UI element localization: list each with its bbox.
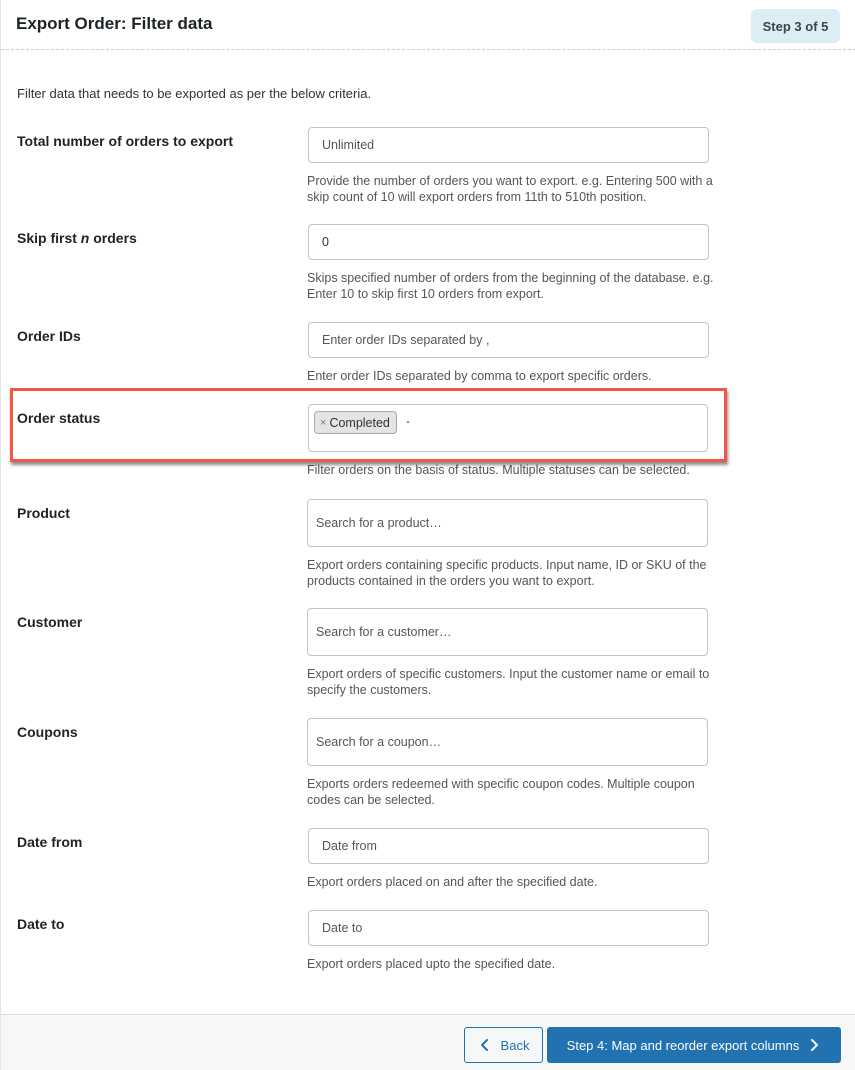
skip-label-var: n [80, 230, 90, 246]
page-title: Export Order: Filter data [16, 14, 213, 33]
date-to-label: Date to [17, 916, 65, 932]
status-chip-completed [314, 411, 397, 434]
product-help: Export orders containing specific products. Input name, ID or SKU of the products contained in the orders you want to export. [307, 558, 707, 588]
date-from-input[interactable]: Date from [308, 828, 709, 864]
skip-label-prefix: Skip first [17, 230, 81, 246]
total-orders-input[interactable]: Unlimited [308, 127, 709, 163]
coupons-label: Coupons [17, 724, 78, 740]
remove-chip-icon[interactable]: × [320, 416, 327, 429]
skip-orders-label [17, 230, 137, 246]
customer-search-input[interactable]: Search for a customer… [307, 608, 708, 656]
status-chip-label: Completed [329, 415, 390, 430]
order-ids-input[interactable]: Enter order IDs separated by , [308, 322, 709, 358]
date-from-label: Date from [17, 834, 83, 850]
back-button[interactable] [464, 1027, 543, 1063]
order-status-label: Order status [17, 410, 101, 426]
date-to-input[interactable]: Date to [308, 910, 709, 946]
total-orders-label: Total number of orders to export [17, 133, 233, 149]
step-badge: Step 3 of 5 [751, 9, 840, 43]
back-button-label: Back [500, 1037, 530, 1053]
chevron-left-icon [478, 1038, 492, 1052]
next-step-label: Step 4: Map and reorder export columns [566, 1037, 800, 1053]
customer-help: Export orders of specific customers. Input the customer name or email to specify the customers. [307, 667, 710, 697]
skip-orders-help: Skips specified number of orders from the beginning of the database. e.g. Enter 10 to skip first 10 orders from export. [307, 271, 714, 301]
order-ids-help: Enter order IDs separated by comma to export specific orders. [307, 369, 652, 383]
skip-label-suffix: orders [89, 230, 137, 246]
order-status-select[interactable] [308, 404, 708, 452]
chevron-right-icon [807, 1038, 821, 1052]
date-to-help: Export orders placed upto the specified date. [307, 957, 556, 971]
coupons-help: Exports orders redeemed with specific coupon codes. Multiple coupon codes can be selected. [307, 777, 695, 807]
customer-label: Customer [17, 614, 83, 630]
skip-orders-input[interactable]: 0 [308, 224, 709, 260]
panel-header [1, 0, 855, 50]
wizard-footer [1, 1014, 855, 1070]
next-step-button[interactable] [547, 1027, 841, 1063]
product-label: Product [17, 505, 70, 521]
intro-text: Filter data that needs to be exported as per the below criteria. [17, 86, 372, 101]
product-search-input[interactable]: Search for a product… [307, 499, 708, 547]
search-cursor [407, 421, 409, 423]
date-from-help: Export orders placed on and after the specified date. [307, 875, 598, 889]
total-orders-help: Provide the number of orders you want to export. e.g. Entering 500 with a skip count of 10 will export orders from 11th to 510th position. [307, 174, 713, 204]
order-status-help: Filter orders on the basis of status. Multiple statuses can be selected. [307, 463, 690, 477]
coupon-search-input[interactable]: Search for a coupon… [307, 718, 708, 766]
order-ids-label: Order IDs [17, 328, 81, 344]
